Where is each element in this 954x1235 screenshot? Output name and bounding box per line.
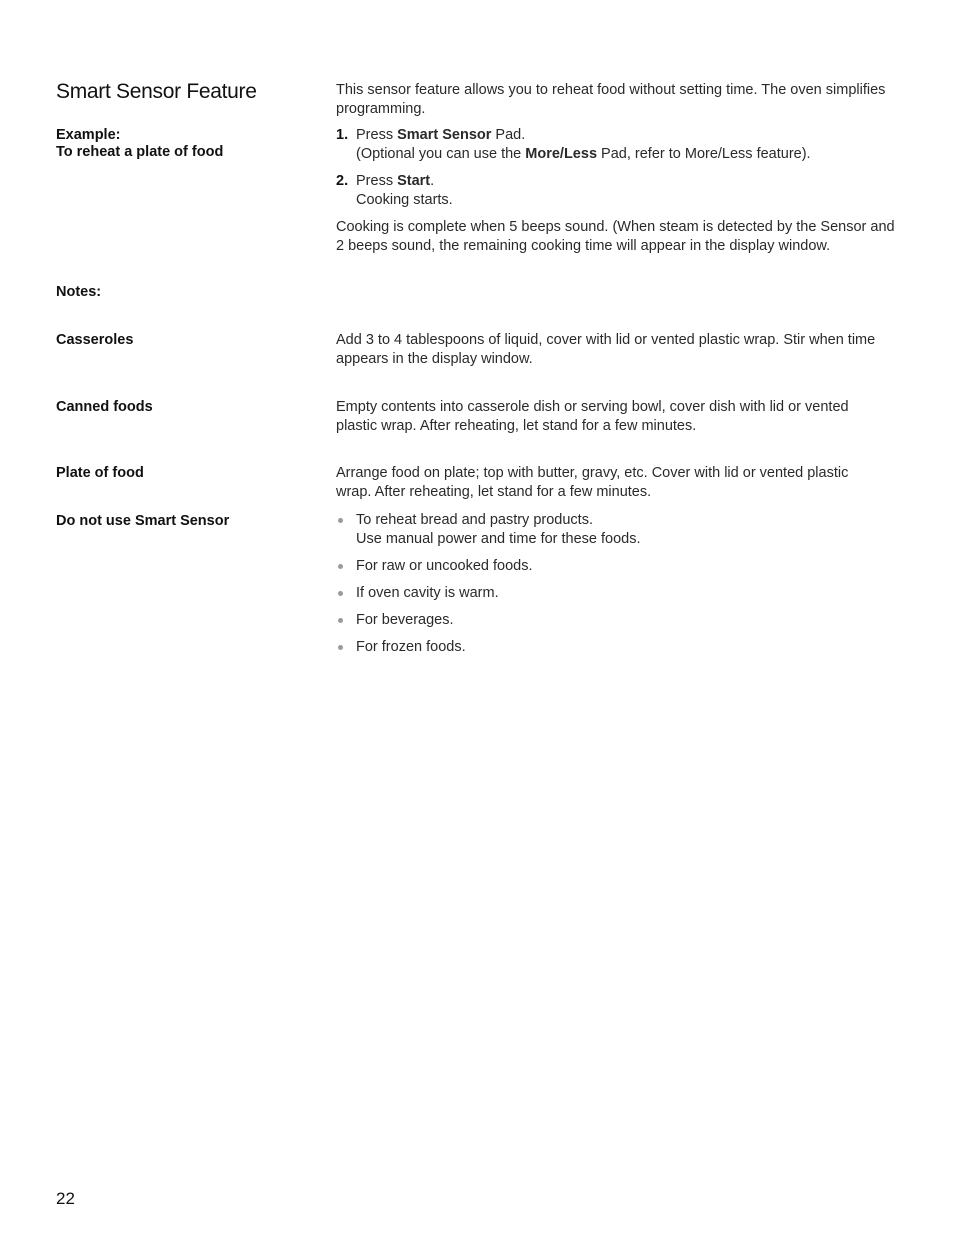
note-text-canned-foods: Empty contents into casserole dish or serving bowl, cover dish with lid or vented plastic wrap. After reheating, let stand for a few minutes. bbox=[336, 399, 849, 434]
list-item bbox=[336, 584, 896, 603]
step-text: Press bbox=[356, 127, 398, 143]
list-item-subtext: Use manual power and time for these foods. bbox=[356, 531, 641, 547]
bullet-icon bbox=[338, 564, 343, 569]
page-number: 22 bbox=[56, 1189, 75, 1208]
example-heading: Example: bbox=[56, 127, 121, 143]
step-instruction bbox=[356, 126, 896, 145]
step-text: Pad. bbox=[491, 127, 526, 143]
bullet-icon bbox=[338, 645, 343, 650]
step-number: 2. bbox=[336, 173, 349, 189]
completion-paragraph: Cooking is complete when 5 beeps sound. (When steam is detected by the Sensor and 2 beeps sound, the remaining cooking time will appear in the display window. bbox=[336, 219, 895, 254]
list-item-text: For raw or uncooked foods. bbox=[356, 558, 533, 574]
bullet-icon bbox=[338, 618, 343, 623]
step-note: Cooking starts. bbox=[356, 192, 453, 208]
do-not-use-list bbox=[336, 511, 896, 665]
start-pad-name: Start bbox=[397, 173, 431, 189]
example-subheading: To reheat a plate of food bbox=[56, 144, 224, 160]
list-item bbox=[336, 557, 896, 576]
step-instruction bbox=[356, 172, 896, 191]
note-text-casseroles: Add 3 to 4 tablespoons of liquid, cover with lid or vented plastic wrap. Stir when time appears in the display window. bbox=[336, 332, 876, 367]
intro-paragraph: This sensor feature allows you to reheat food without setting time. The oven simplifies programming. bbox=[336, 82, 886, 117]
list-item bbox=[336, 611, 896, 630]
bullet-icon bbox=[338, 518, 343, 523]
list-item-text: If oven cavity is warm. bbox=[356, 585, 499, 601]
smart-sensor-pad-name: Smart Sensor bbox=[397, 127, 492, 143]
note-label-canned-foods: Canned foods bbox=[56, 399, 153, 415]
notes-label: Notes: bbox=[56, 284, 102, 300]
note-label-casseroles: Casseroles bbox=[56, 332, 134, 348]
step-note-text: (Optional you can use the bbox=[356, 146, 526, 162]
example-label bbox=[56, 127, 316, 161]
step-number: 1. bbox=[336, 127, 349, 143]
step-text: Press bbox=[356, 173, 398, 189]
note-label-plate-of-food: Plate of food bbox=[56, 465, 144, 481]
list-item bbox=[336, 511, 896, 549]
step-1 bbox=[336, 126, 896, 164]
do-not-use-label: Do not use Smart Sensor bbox=[56, 513, 230, 529]
step-note bbox=[356, 145, 896, 164]
note-text-plate-of-food: Arrange food on plate; top with butter, gravy, etc. Cover with lid or vented plastic wrap. After reheating, let stand for a few minutes. bbox=[336, 465, 849, 500]
bullet-icon bbox=[338, 591, 343, 596]
step-text: . bbox=[430, 173, 435, 189]
page-title: Smart Sensor Feature bbox=[56, 80, 257, 103]
step-note-text: Pad, refer to More/Less feature). bbox=[597, 146, 811, 162]
list-item-text: For frozen foods. bbox=[356, 639, 466, 655]
list-item-text: To reheat bread and pastry products. bbox=[356, 512, 593, 528]
step-2 bbox=[336, 172, 896, 210]
list-item-text: For beverages. bbox=[356, 612, 454, 628]
more-less-pad-name: More/Less bbox=[525, 146, 598, 162]
list-item bbox=[336, 638, 896, 657]
